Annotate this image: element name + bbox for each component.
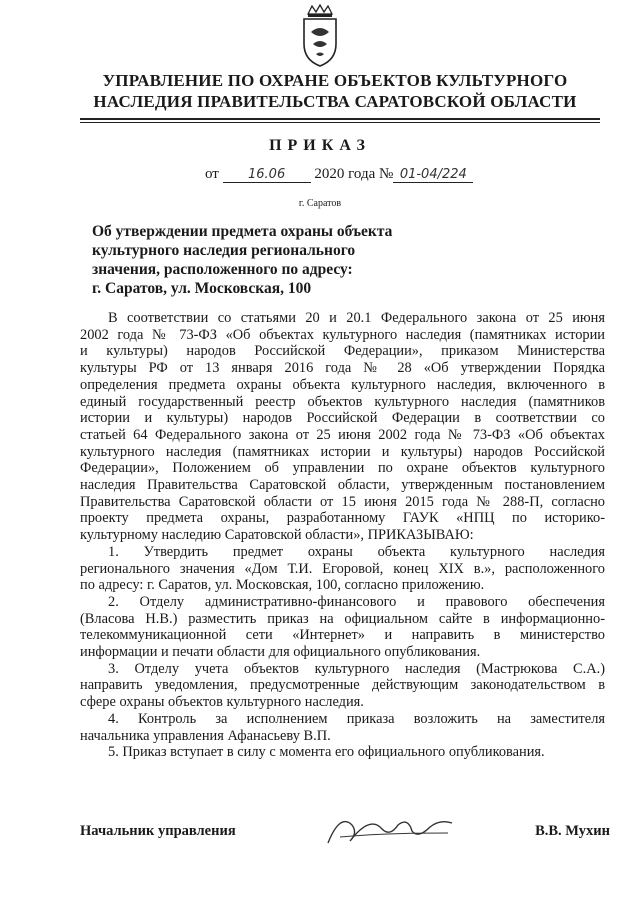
body-line: 2002 года № 73-ФЗ «Об объектах культурного наследия (памятниках истории — [80, 326, 605, 343]
body-line: В соответствии со статьями 20 и 20.1 Федерального закона от 25 июня — [108, 310, 605, 326]
body-line: и культуры) народов Российской Федерации», приказом Министерства — [80, 343, 605, 360]
body-line: Правительства Саратовской области от 15 июня 2015 года № 288-П, согласно — [80, 493, 605, 510]
item-3-line: сфере охраны объектов культурного наследия. — [80, 694, 364, 711]
body-line: наследия Правительства Саратовской области, утвержденным постановлением — [80, 477, 605, 494]
date-prefix: от — [205, 166, 219, 182]
order-subject — [92, 222, 422, 298]
item-2-line: 2. Отделу административно-финансового и правового обеспечения — [108, 593, 605, 610]
item-4-line: начальника управления Афанасьеву В.П. — [80, 727, 331, 744]
body-line: культурного наследия (памятниках истории и культуры) народов Российской — [80, 443, 605, 460]
order-dateline — [205, 166, 505, 183]
subject-line: значения, расположенного по адресу: — [92, 261, 353, 278]
item-3-line: 3. Отделу учета объектов культурного наследия (Мастрюкова С.А.) — [108, 660, 605, 677]
signer-name: В.В. Мухин — [535, 823, 610, 839]
organization-header — [60, 70, 610, 112]
body-line: проекту предмета охраны, разработанному ГАУК «НПЦ по историко- — [80, 510, 605, 527]
order-year-text: 2020 года № — [314, 166, 394, 182]
handwritten-signature-icon — [320, 803, 460, 853]
body-line: истории и культуры) народов Российской Федерации в соответствии со — [80, 410, 605, 427]
item-2-line: информации и печати области для официального опубликования. — [80, 644, 481, 661]
item-5-line: 5. Приказ вступает в силу с момента его официального опубликования. — [108, 744, 545, 761]
org-line-2: НАСЛЕДИЯ ПРАВИТЕЛЬСТВА САРАТОВСКОЙ ОБЛАСТИ — [93, 92, 577, 111]
subject-line: Об утверждении предмета охраны объекта — [92, 223, 393, 240]
body-line: культуры РФ от 13 января 2016 года № 28 «Об утверждении Порядка — [80, 360, 605, 377]
item-4-line: 4. Контроль за исполнением приказа возложить на заместителя — [108, 710, 605, 727]
subject-line: культурного наследия регионального — [92, 242, 356, 259]
subject-line: г. Саратов, ул. Московская, 100 — [92, 280, 312, 297]
item-2-line: (Власова Н.В.) разместить приказ на официальном сайте в информационно- — [80, 610, 605, 627]
order-number-handwritten: 01-04/224 — [393, 167, 473, 183]
body-line: единый государственный реестр объектов культурного наследия (памятников — [80, 393, 605, 410]
order-city: г. Саратов — [298, 198, 342, 209]
signer-position: Начальник управления — [80, 823, 236, 839]
item-1-line: регионального значения «Дом Т.И. Егоровой, конец XIX в.», расположенного — [80, 560, 605, 577]
order-date-handwritten: 16.06 — [223, 167, 311, 183]
item-3-line: направить уведомления, предусмотренные действующим законодательством в — [80, 677, 605, 694]
body-line: статьей 64 Федерального закона от 25 июня 2002 года № 73-ФЗ «Об объектах — [80, 426, 605, 443]
item-1-line: по адресу: г. Саратов, ул. Московская, 100, согласно приложению. — [80, 577, 485, 594]
header-rule-thin — [80, 122, 600, 123]
org-line-1: УПРАВЛЕНИЕ ПО ОХРАНЕ ОБЪЕКТОВ КУЛЬТУРНОГО — [102, 71, 568, 90]
coat-of-arms-icon — [292, 4, 348, 68]
order-body — [80, 310, 605, 761]
body-line: определения предмета охраны объекта культурного наследия, включенного в — [80, 376, 605, 393]
body-line: культурному наследию Саратовской области», ПРИКАЗЫВАЮ: — [80, 527, 474, 544]
body-line: Федерации», Положением об управлении по охране объектов культурного — [80, 460, 605, 477]
order-title: ПРИКАЗ — [269, 137, 371, 154]
item-1-line: 1. Утвердить предмет охраны объекта культурного наследия — [108, 543, 605, 560]
item-2-line: телекоммуникационной сети «Интернет» и направить в министерство — [80, 627, 605, 644]
header-rule-thick — [80, 118, 600, 120]
